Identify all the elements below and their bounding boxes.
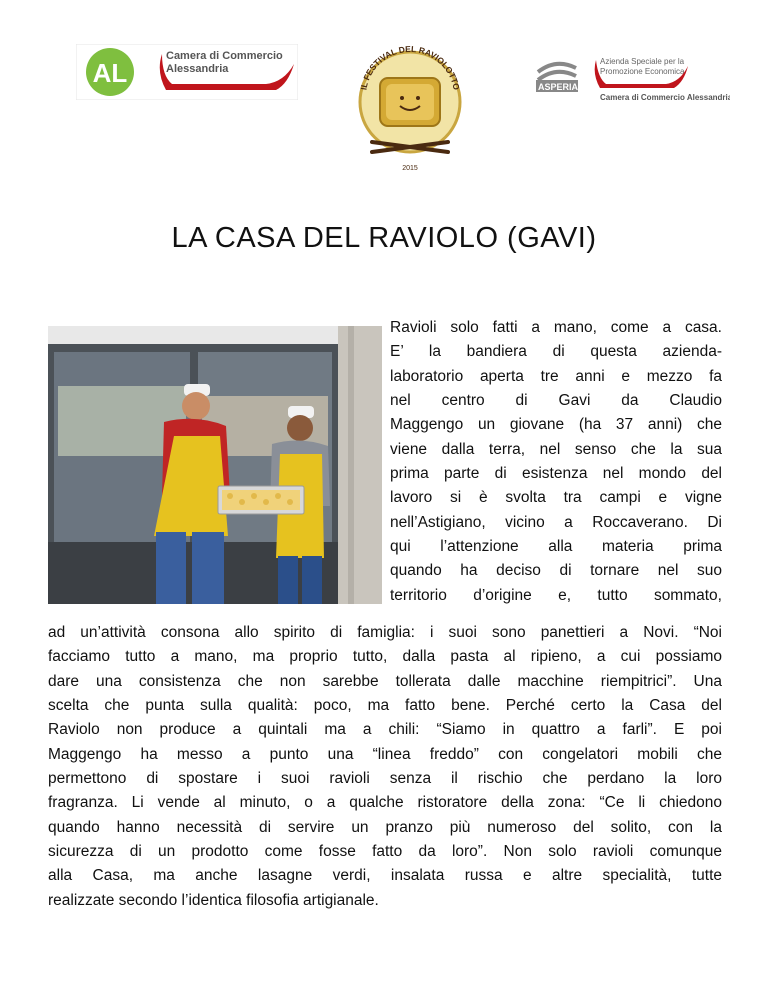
text-line: Maggengo un giovane (ha 37 anni) che [390, 416, 722, 434]
svg-text:Azienda Speciale per la: Azienda Speciale per la [600, 57, 685, 66]
asperia-logo [534, 54, 730, 104]
text-line: viene dalla terra, nel senso che la sua [390, 440, 722, 458]
text-line: laboratorio aperta tre anni e mezzo fa [390, 367, 722, 385]
text-line: nel centro di Gavi da Claudio [390, 392, 722, 410]
shop-photo [48, 326, 382, 604]
text-line: dare una consistenza che non sarebbe tollerata dalle macchine riempitrici”. Una [48, 672, 722, 690]
svg-text:ASPERIA: ASPERIA [538, 82, 579, 92]
text-line: realizzate secondo l’identica filosofia artigianale. [48, 891, 379, 909]
svg-text:IL FESTIVAL DEL RAVIOLOTTO: IL FESTIVAL DEL RAVIOLOTTO [358, 43, 462, 91]
camera-commercio-logo [76, 44, 298, 100]
text-line: facciamo tutto a mano, ma proprio tutto, dalla pasta al ripieno, a cui possiamo [48, 648, 722, 666]
text-line: nell’Astigiano, vicino a Roccaverano. Di [390, 513, 722, 531]
text-line: E’ la bandiera di questa azienda- [390, 343, 722, 361]
page-title: LA CASA DEL RAVIOLO (GAVI) [171, 222, 597, 254]
text-line: fragranza. Li vende al minuto, o a qualche ristoratore della zona: “Ce li chiedono [48, 794, 722, 812]
svg-text:Camera di Commercio Alessandri: Camera di Commercio Alessandria [600, 93, 730, 102]
svg-text:Alessandria: Alessandria [166, 63, 229, 75]
text-line: quando hanno necessità di servire un pranzo più numeroso del solito, con la [48, 818, 722, 836]
text-line: scelta che punta sulla qualità: poco, ma fatto bene. Perché certo la Casa del [48, 697, 722, 715]
text-line: territorio d’origine e, tutto sommato, [390, 586, 722, 604]
text-line: alla Casa, ma anche lasagne verdi, insalata russa e altre specialità, tutte [48, 867, 722, 885]
article-text-side [390, 316, 722, 608]
text-line: permettono di spostare i suoi ravioli senza il rischio che perdano la loro [48, 770, 722, 788]
svg-text:2015: 2015 [402, 165, 418, 172]
text-line: Ravioli solo fatti a mano, come a casa. [390, 319, 722, 336]
text-line: qui l’attenzione alla materia prima [390, 538, 722, 556]
text-line: prima parte di esistenza nel mondo del [390, 465, 722, 483]
festival-raviolotto-logo [352, 40, 468, 178]
text-line: quando ha deciso di tornare nel suo [390, 562, 722, 580]
text-line: ad un’attività consona allo spirito di famiglia: i suoi sono panettieri a Novi. “Noi [48, 624, 722, 641]
text-line: Raviolo non produce a quintali ma a chili: “Siamo in quattro a farli”. E poi [48, 721, 722, 739]
svg-text:Promozione Economica: Promozione Economica [600, 67, 685, 76]
text-line: Maggengo ha messo a punto una “linea freddo” con congelatori mobili che [48, 745, 722, 763]
svg-text:Camera di Commercio: Camera di Commercio [166, 50, 283, 62]
text-line: lavoro si è svolta tra campi e vigne [390, 489, 722, 507]
text-line: sicurezza di un prodotto come fosse fatto da loro”. Non solo ravioli comunque [48, 843, 722, 861]
svg-text:AL: AL [92, 58, 128, 88]
article-text-full [48, 621, 722, 913]
